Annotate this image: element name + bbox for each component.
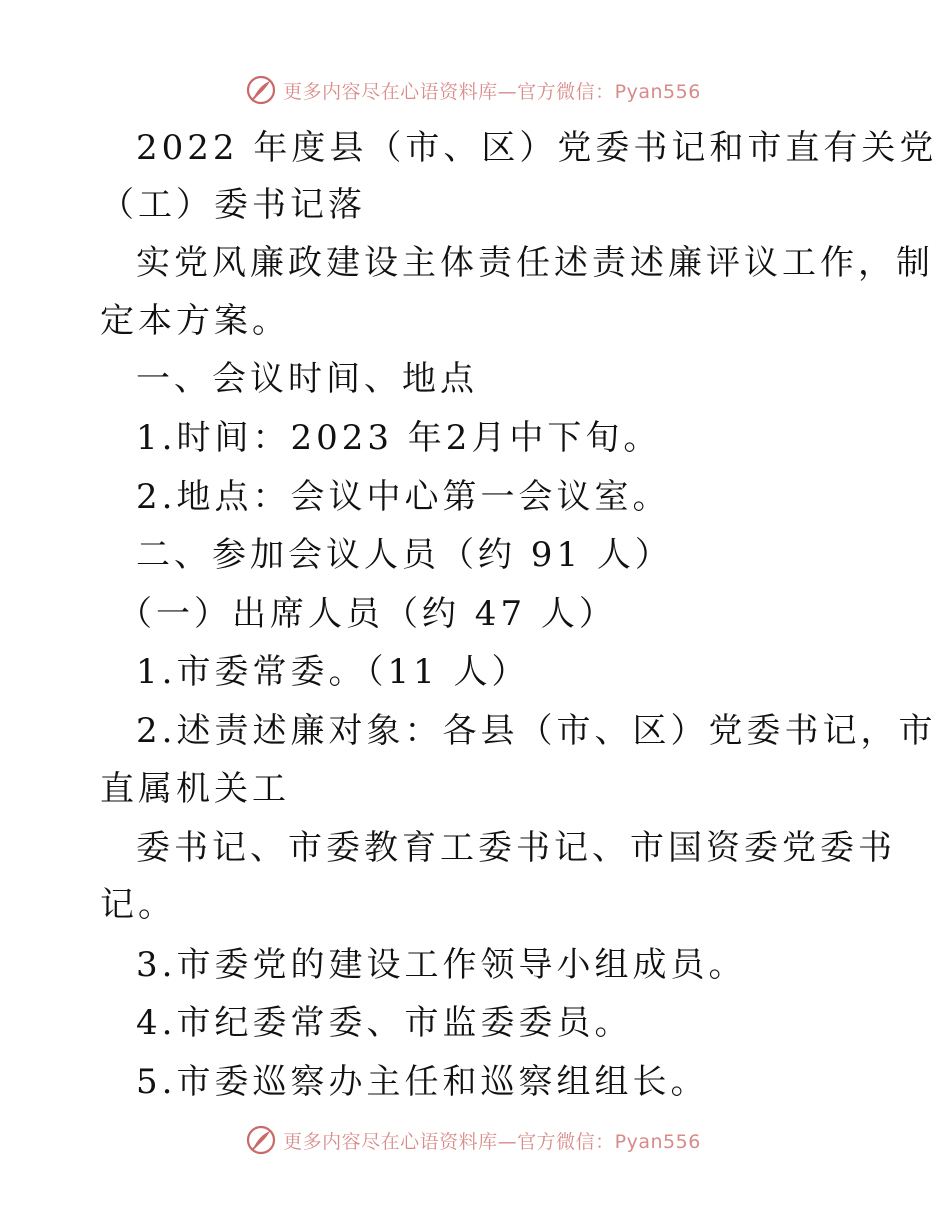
doc-line-1: 2022 年度县（市、区）党委书记和市直有关党: [136, 128, 938, 168]
doc-line-14: 记。: [100, 885, 176, 925]
doc-line-12: 直属机关工: [100, 769, 290, 809]
section-heading-2: 二、参加会议人员（约 91 人）: [136, 535, 673, 575]
footer-watermark: [0, 1122, 950, 1158]
doc-line-3: 实党风廉政建设主体责任述责述廉评议工作，制: [136, 243, 934, 283]
header-watermark: [0, 72, 950, 108]
subsection-heading-1: （一）出席人员（约 47 人）: [118, 594, 617, 634]
section-heading-1: 一、会议时间、地点: [136, 359, 478, 399]
watermark-text: 更多内容尽在心语资料库—官方微信：Pyan556: [283, 1130, 701, 1153]
doc-line-11: 2.述责述廉对象：各县（市、区）党委书记，市: [136, 711, 937, 751]
feather-pen-logo-icon: [245, 1124, 277, 1156]
watermark-text: 更多内容尽在心语资料库—官方微信：Pyan556: [283, 80, 701, 103]
doc-line-15: 3.市委党的建设工作领导小组成员。: [136, 945, 747, 985]
feather-pen-logo-icon: [245, 74, 277, 106]
doc-line-2: （工）委书记落: [100, 185, 366, 225]
doc-line-10: 1.市委常委。（11 人）: [136, 652, 530, 692]
doc-line-7: 2.地点：会议中心第一会议室。: [136, 477, 671, 517]
doc-line-13: 委书记、市委教育工委书记、市国资委党委书: [136, 828, 896, 868]
doc-line-4: 定本方案。: [100, 301, 290, 341]
doc-line-16: 4.市纪委常委、市监委委员。: [136, 1003, 633, 1043]
doc-line-6: 1.时间：2023 年2月中下旬。: [136, 418, 662, 458]
doc-line-17: 5.市委巡察办主任和巡察组组长。: [136, 1062, 709, 1102]
